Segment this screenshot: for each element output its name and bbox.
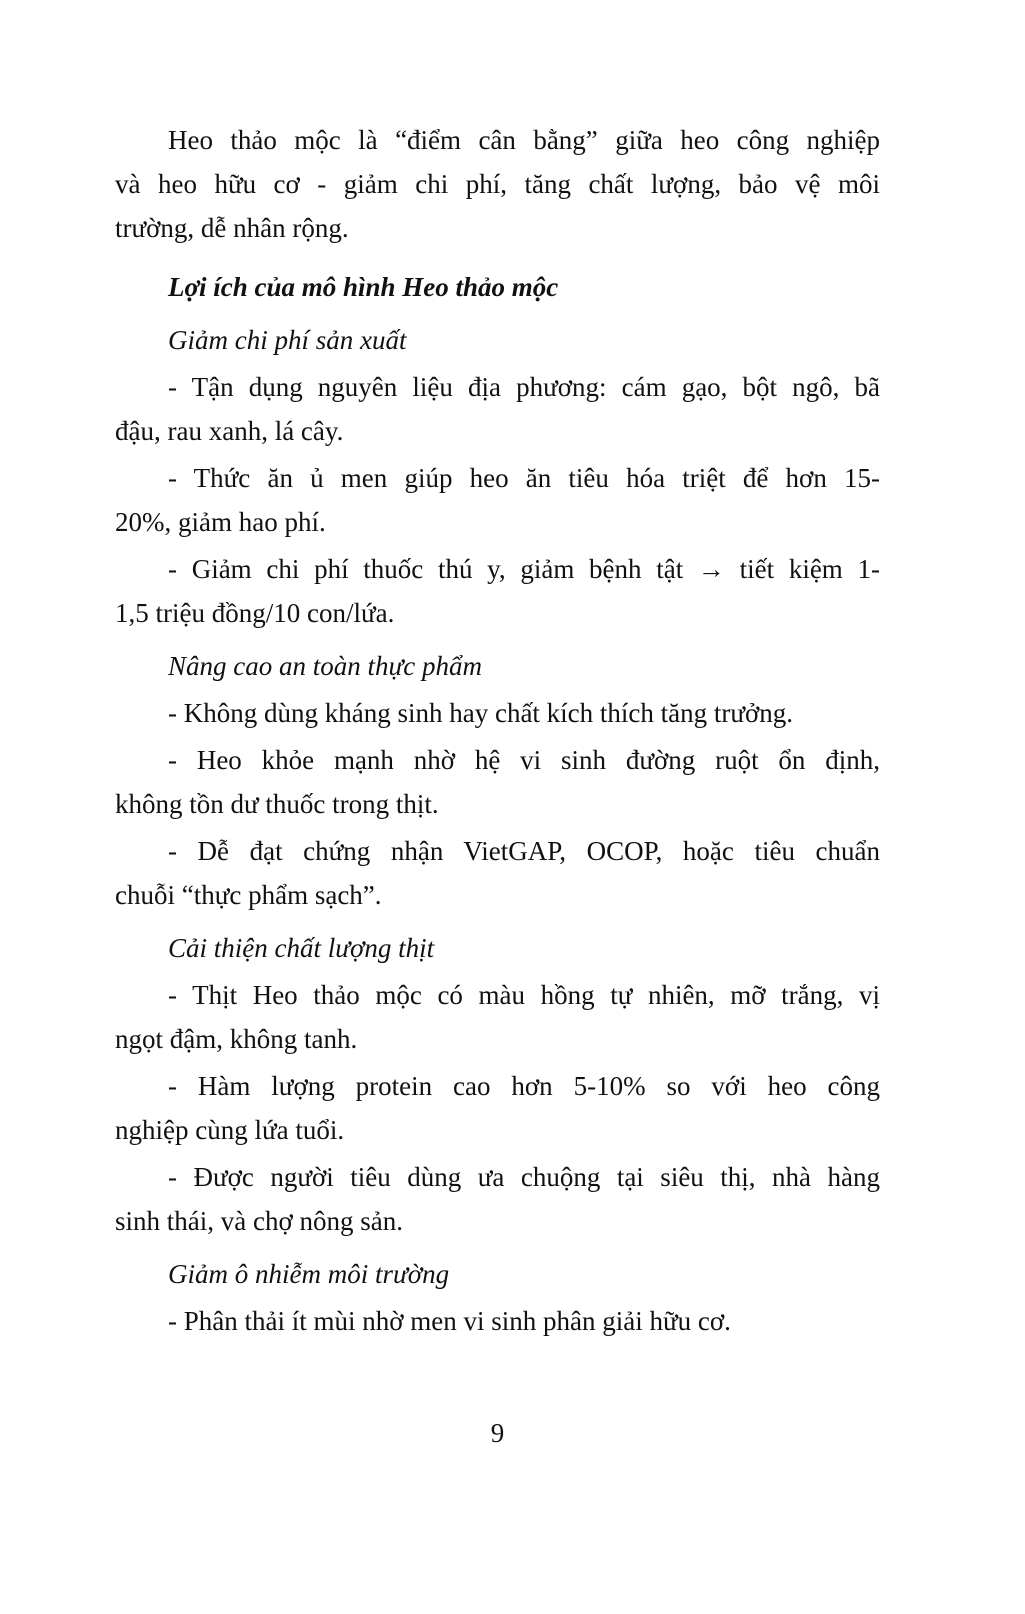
text-line: - Thịt Heo thảo mộc có màu hồng tự nhiên, mỡ trắng, vị (168, 980, 880, 1010)
subsection-heading (115, 926, 880, 970)
text-line: nghiệp cùng lứa tuổi. (115, 1115, 345, 1145)
paragraph (115, 738, 880, 826)
paragraph (115, 691, 880, 735)
paragraph (115, 456, 880, 544)
page-number: 9 (490, 1418, 505, 1448)
text-line: Giảm chi phí sản xuất (168, 325, 407, 355)
text-line: Cải thiện chất lượng thịt (168, 933, 435, 963)
section-heading (115, 265, 880, 309)
text-line: và heo hữu cơ - giảm chi phí, tăng chất lượng, bảo vệ môi (115, 169, 880, 199)
text-line: Lợi ích của mô hình Heo thảo mộc (168, 272, 559, 302)
text-line: ngọt đậm, không tanh. (115, 1024, 358, 1054)
text-line: - Hàm lượng protein cao hơn 5-10% so với heo công (168, 1071, 880, 1101)
text-line: trường, dễ nhân rộng. (115, 213, 349, 243)
paragraph (115, 1299, 880, 1343)
text-line: đậu, rau xanh, lá cây. (115, 416, 344, 446)
paragraph (115, 1155, 880, 1243)
text-line: - Phân thải ít mùi nhờ men vi sinh phân giải hữu cơ. (168, 1306, 731, 1336)
paragraph (115, 1064, 880, 1152)
paragraph (115, 547, 880, 635)
text-line: không tồn dư thuốc trong thịt. (115, 789, 439, 819)
text-line: 20%, giảm hao phí. (115, 507, 326, 537)
subsection-heading (115, 318, 880, 362)
text-line: - Giảm chi phí thuốc thú y, giảm bệnh tật → tiết kiệm 1- (168, 554, 880, 584)
subsection-heading (115, 1252, 880, 1296)
text-line: - Được người tiêu dùng ưa chuộng tại siêu thị, nhà hàng (168, 1162, 880, 1192)
subsection-heading (115, 644, 880, 688)
text-line: - Thức ăn ủ men giúp heo ăn tiêu hóa triệt để hơn 15- (168, 463, 880, 493)
text-line: - Heo khỏe mạnh nhờ hệ vi sinh đường ruột ổn định, (168, 745, 880, 775)
text-line: Giảm ô nhiễm môi trường (168, 1259, 450, 1289)
text-line: Heo thảo mộc là “điểm cân bằng” giữa heo công nghiệp (168, 125, 880, 155)
text-line: Nâng cao an toàn thực phẩm (168, 651, 482, 681)
text-line: - Dễ đạt chứng nhận VietGAP, OCOP, hoặc tiêu chuẩn (168, 836, 880, 866)
paragraph (115, 829, 880, 917)
paragraph (115, 118, 880, 250)
text-line: chuỗi “thực phẩm sạch”. (115, 880, 382, 910)
text-line: - Tận dụng nguyên liệu địa phương: cám gạo, bột ngô, bã (168, 372, 880, 402)
text-line: - Không dùng kháng sinh hay chất kích thích tăng trưởng. (168, 698, 794, 728)
paragraph (115, 973, 880, 1061)
paragraph (115, 365, 880, 453)
text-line: sinh thái, và chợ nông sản. (115, 1206, 403, 1236)
page-body (115, 118, 880, 1343)
text-line: 1,5 triệu đồng/10 con/lứa. (115, 598, 395, 628)
